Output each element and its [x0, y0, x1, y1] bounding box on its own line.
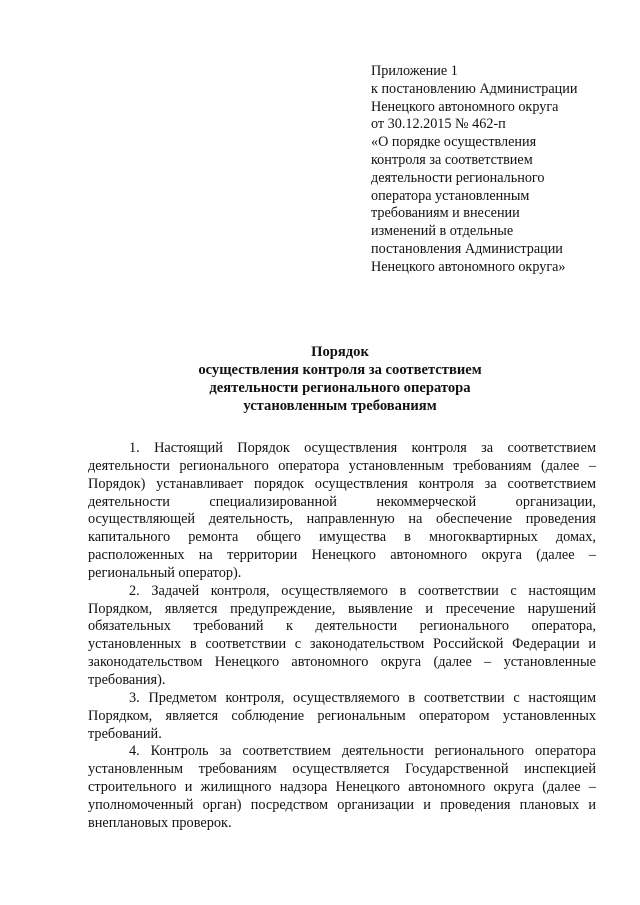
appendix-line: изменений в отдельные: [371, 223, 514, 240]
title-line: деятельности регионального оператора: [209, 380, 471, 396]
appendix-line: Ненецкого автономного округа: [371, 98, 559, 115]
appendix-line: требованиям и внесении: [371, 205, 520, 222]
appendix-header: [371, 63, 621, 277]
appendix-line: постановления Администрации: [371, 240, 563, 257]
paragraph-4: 4. Контроль за соответствием деятельности регионального оператора установленным требованиям осуществляется Государственной инспекцией строительного и жилищного надзора Ненецкого автономного округа (далее – уполномоченный орган) посредством организации и проведения плановых и внеплановых проверок.: [88, 743, 596, 831]
appendix-line: деятельности регионального: [371, 169, 545, 186]
title-line: осуществления контроля за соответствием: [198, 362, 482, 378]
appendix-line: к постановлению Администрации: [371, 80, 578, 97]
paragraph-3: 3. Предметом контроля, осуществляемого в соответствии с настоящим Порядком, является соблюдение региональным оператором установленных требований.: [88, 689, 596, 742]
title-line: Порядок: [311, 344, 369, 360]
document-body: [88, 440, 596, 833]
document-title: [90, 343, 590, 415]
appendix-line: от 30.12.2015 № 462-п: [371, 116, 506, 133]
appendix-line: контроля за соответствием: [371, 151, 533, 168]
title-line: установленным требованиям: [243, 398, 437, 414]
appendix-line: Ненецкого автономного округа»: [371, 258, 566, 275]
appendix-line: оператора установленным: [371, 187, 530, 204]
appendix-line: «О порядке осуществления: [371, 134, 537, 151]
paragraph-1: 1. Настоящий Порядок осуществления контроля за соответствием деятельности регионального оператора установленным требованиям (далее – Порядок) устанавливает порядок осуществления контроля за соответствием деятельности специализированной некоммерческой организации, осуществляющей деятельность, направленную на обеспечение проведения капитального ремонта общего имущества в многоквартирных домах, расположенных на территории Ненецкого автономного округа (далее – региональный оператор).: [88, 440, 596, 581]
appendix-line: Приложение 1: [371, 63, 458, 79]
paragraph-2: 2. Задачей контроля, осуществляемого в соответствии с настоящим Порядком, является предупреждение, выявление и пресечение нарушений обязательных требований к деятельности регионального оператора, установленных в соответствии с законодательством Российской Федерации и законодательством Ненецкого автономного округа (далее – установленные требования).: [88, 582, 596, 688]
